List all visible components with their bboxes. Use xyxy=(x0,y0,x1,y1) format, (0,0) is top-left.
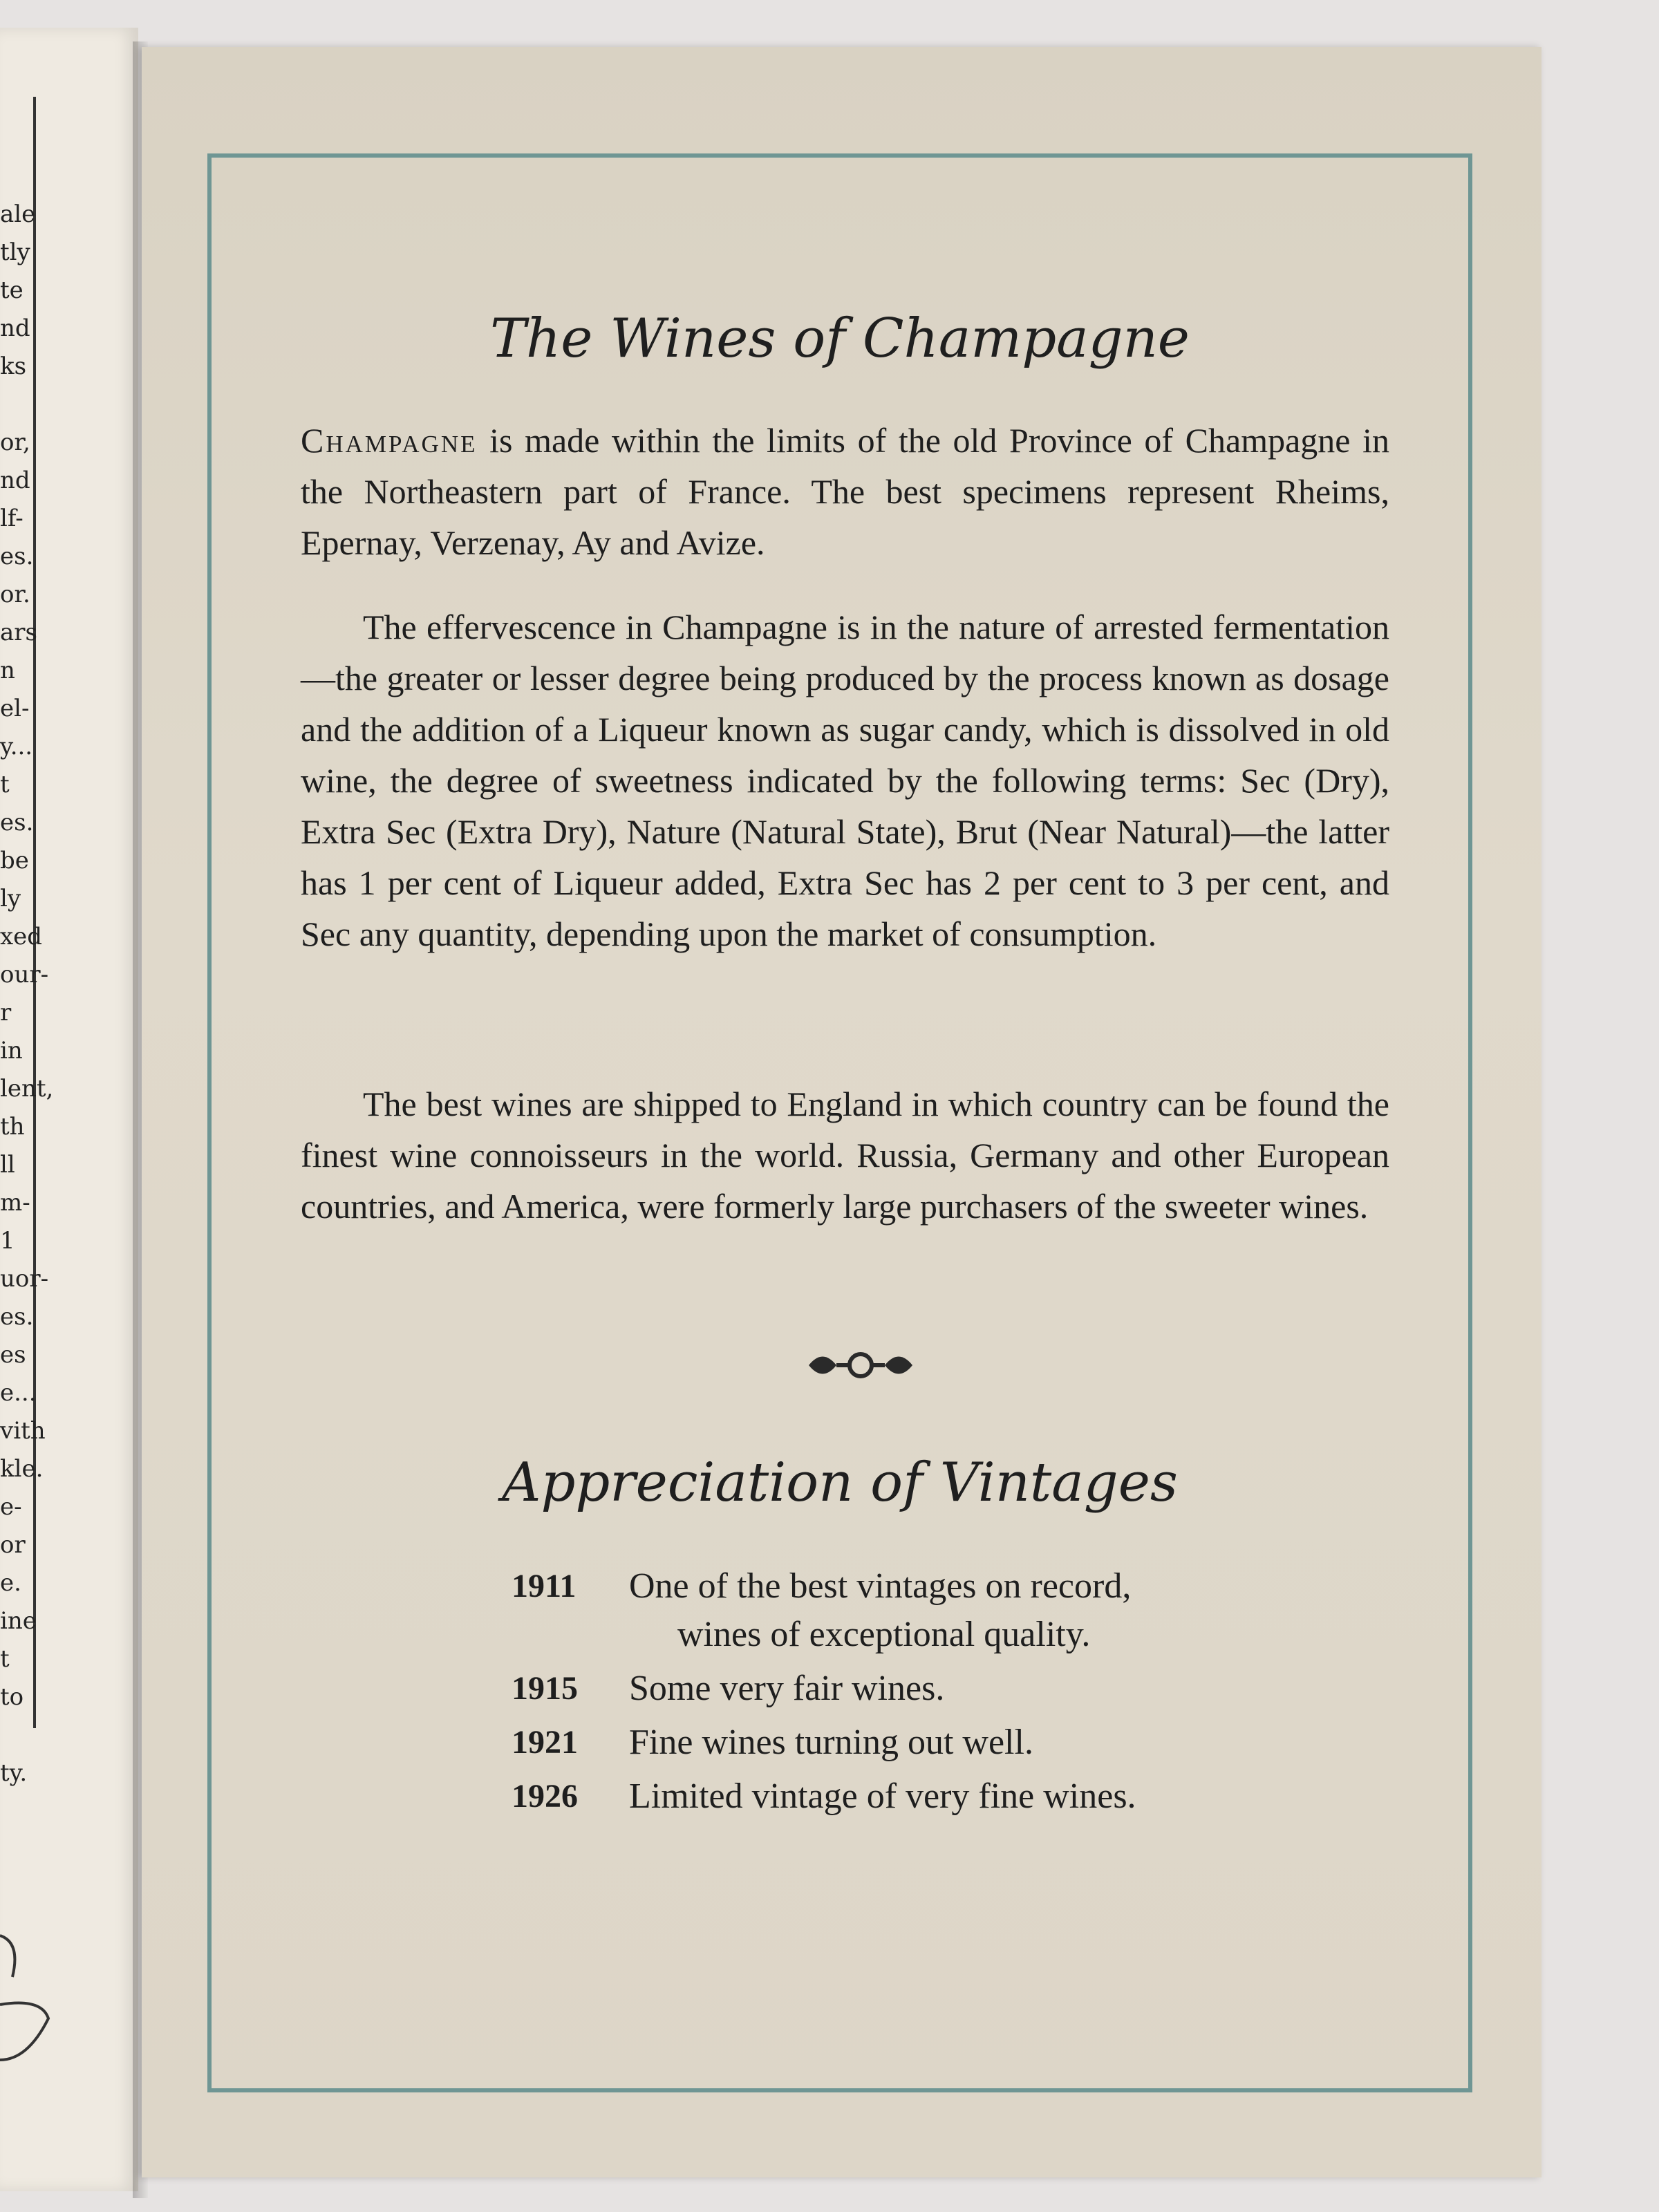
previous-page-fragment: or. xyxy=(0,581,30,608)
previous-page-fragment: our- xyxy=(0,961,49,988)
previous-page-fragment: tly xyxy=(0,238,30,266)
paragraph-1 xyxy=(301,415,1389,568)
previous-page-fragment: kle. xyxy=(0,1455,44,1483)
previous-page-fragment: be xyxy=(0,847,29,874)
previous-page-fragment: n xyxy=(0,657,15,684)
previous-page-fragment: ine xyxy=(0,1607,37,1635)
paragraph-3: The best wines are shipped to England in which country can be found the finest wine connoisseurs in the world. Russia, Germany and other European countries, and America, were formerly large purchasers of the sweeter wines. xyxy=(301,1085,1389,1226)
previous-page-fragment: nd xyxy=(0,467,30,494)
previous-page-fragment: xed xyxy=(0,923,43,950)
previous-page-fragment: ll xyxy=(0,1151,15,1179)
previous-page-fragment: ars xyxy=(0,619,37,646)
previous-page-fragment: th xyxy=(0,1113,25,1141)
page-title: The Wines of Champagne xyxy=(490,308,1190,370)
vintage-description-line: wines of exceptional quality. xyxy=(677,1615,1091,1654)
previous-page-fragment: r xyxy=(0,999,12,1027)
vintage-row xyxy=(512,1562,1272,1659)
previous-page-fragment: t xyxy=(0,1645,10,1673)
previous-page-fragment: lent, xyxy=(0,1075,54,1103)
floral-ornament-icon xyxy=(802,1344,919,1386)
previous-page-fragment: ale xyxy=(0,200,36,228)
previous-page-fragment: t xyxy=(0,771,10,798)
vintage-year: 1911 xyxy=(512,1568,577,1604)
previous-page-fragment: or xyxy=(0,1531,26,1559)
previous-page-fragment: es. xyxy=(0,809,34,836)
vintages-title: Appreciation of Vintages xyxy=(502,1452,1178,1514)
previous-page-fragment: nd xyxy=(0,315,30,342)
previous-page-fragment: to xyxy=(0,1683,24,1711)
vintage-description-line: One of the best vintages on record, xyxy=(629,1566,1132,1606)
previous-page-fragment: es xyxy=(0,1341,26,1369)
previous-page-fragment: ks xyxy=(0,353,27,380)
previous-page-fragment: el- xyxy=(0,695,30,722)
vintage-description: Limited vintage of very fine wines. xyxy=(629,1777,1136,1816)
previous-page xyxy=(0,28,138,2191)
previous-page-fragment: in xyxy=(0,1037,23,1065)
wine-glass-sketch-icon xyxy=(0,1922,55,2067)
vintage-row xyxy=(512,1665,1272,1713)
previous-page-fragment: es. xyxy=(0,1303,34,1331)
previous-page-fragment: e. xyxy=(0,1569,21,1597)
vintage-row xyxy=(512,1772,1272,1821)
previous-page-fragment: or, xyxy=(0,429,30,456)
vintage-description: Some very fair wines. xyxy=(629,1669,945,1708)
vintage-description xyxy=(629,1562,1272,1659)
previous-page-fragment: lf- xyxy=(0,505,24,532)
vintage-description: Fine wines turning out well. xyxy=(629,1723,1033,1762)
vintage-year: 1921 xyxy=(512,1724,578,1761)
previous-page-fragment: 1 xyxy=(0,1227,15,1255)
previous-page-fragment: te xyxy=(0,276,24,304)
paragraph-1-text: is made within the limits of the old Province of Champagne in the Northeastern part of France. The best specimens represent Rheims, Epernay, Verzenay, Ay and Avize. xyxy=(301,421,1389,562)
vintage-year: 1915 xyxy=(512,1670,578,1707)
previous-page-fragment: vith xyxy=(0,1417,46,1445)
paragraph-lead-word: Champagne xyxy=(301,421,478,460)
vintage-row xyxy=(512,1718,1272,1767)
previous-page-fragment: ly xyxy=(0,885,21,912)
previous-page-fragment: es. xyxy=(0,543,34,570)
previous-page-fragment: m- xyxy=(0,1189,30,1217)
previous-page-fragment: e- xyxy=(0,1493,22,1521)
previous-page-fragment: y... xyxy=(0,733,33,760)
previous-page-fragment: e... xyxy=(0,1379,37,1407)
vintage-year: 1926 xyxy=(512,1778,578,1815)
paragraph-2: The effervescence in Champagne is in the nature of arrested fermentation—the greater or lesser degree being produced by the process known as dosage and the addition of a Liqueur known as sugar candy, which is dissolved in old wine, the degree of sweetness indicated by the following terms: Sec (Dry), Extra Sec (Extra Dry), Nature (Natural State), Brut (Near Natural)—the latter has 1 per cent of Liqueur added, Extra Sec has 2 per cent to 3 per cent, and Sec any quantity, depending upon the market of consumption. xyxy=(301,608,1389,953)
previous-page-fragment: ty. xyxy=(0,1759,28,1787)
vintages-list xyxy=(512,1562,1272,1826)
previous-page-fragment: uor- xyxy=(0,1265,49,1293)
